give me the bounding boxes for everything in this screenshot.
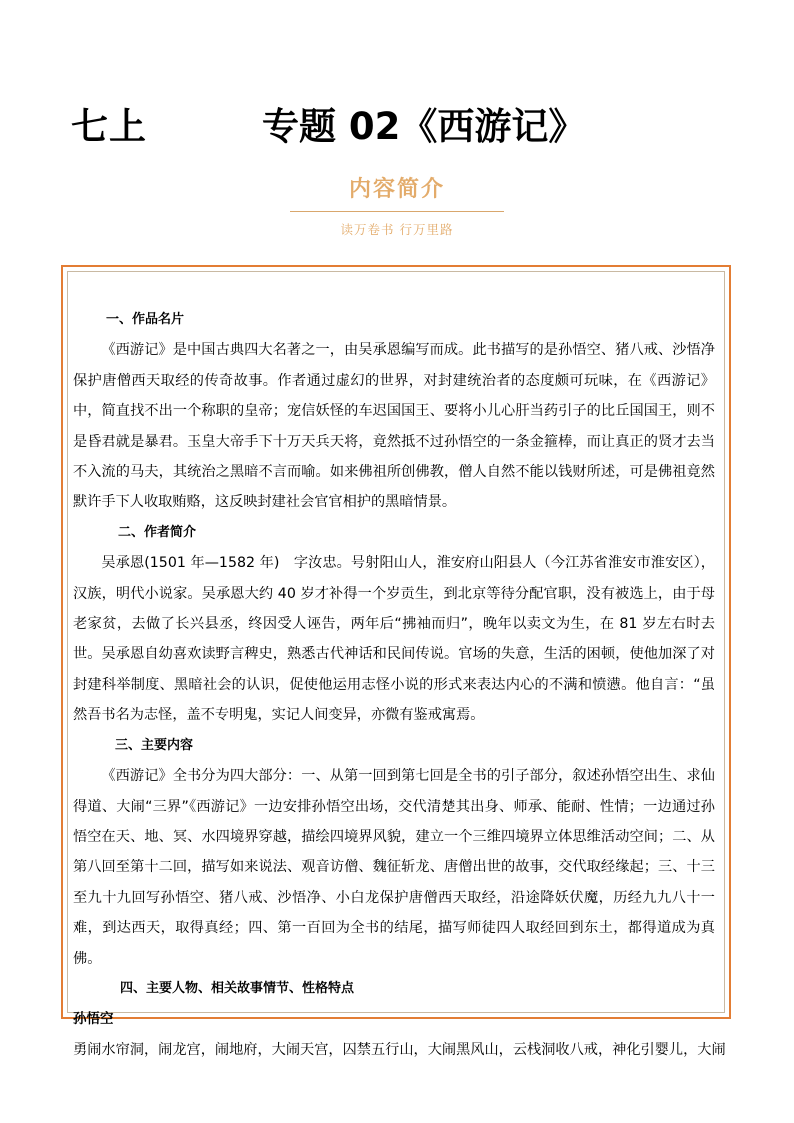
grade-label: 七上 (71, 105, 147, 148)
character-body: 勇闹水帘洞，闹龙宫，闹地府，大闹天宫，囚禁五行山，大闹黑风山，云栈洞收八戒，神化引婴儿，大闹 (73, 1041, 726, 1058)
section-heading: 内容简介 (348, 177, 445, 202)
section-body-content: 《西游记》全书分为四大部分：一、从第一回到第七回是全书的引子部分，叙述孙悟空出生、求仙得道、大闹“三界”《西游记》一边安排孙悟空出场，交代清楚其出身、师承、能耐、性情；一边通过孙悟空在天、地、冥、水四境界穿越，描绘四境界风貌，建立一个三维四境界立体思维活动空间；二、从第八回至第十二回，描写如来说法、观音访僧、魏征斩龙、唐僧出世的故事，交代取经缘起；三、十三至九十九回写孙悟空、猪八戒、沙悟净、小白龙保护唐僧西天取经，沿途降妖伏魔，历经九九八十一难，到达西天，取得真经；四、第一百回为全书的结尾，描写师徒四人取经回到东土，都得道成为真佛。 (73, 768, 715, 967)
section-body-work: 《西游记》是中国古典四大名著之一，由吴承恩编写而成。此书描写的是孙悟空、猪八戒、沙悟净保护唐僧西天取经的传奇故事。作者通过虚幻的世界，对封建统治者的态度颇可玩味，在《西游记》中，简直找不出一个称职的皇帝；宠信妖怪的车迟国国王、要将小儿心肝当药引子的比丘国国王，则不是昏君就是暴君。玉皇大帝手下十万天兵天将，竟然抵不过孙悟空的一条金箍棒，而让真正的贤才去当不入流的马夫，其统治之黑暗不言而喻。如来佛祖所创佛教，僧人自然不能以钱财所述，可是佛祖竟然默许手下人收取贿赂，这反映封建社会官官相护的黑暗情景。 (73, 342, 715, 511)
page-title: 专题 02《西游记》 (262, 105, 586, 148)
heading-divider (290, 211, 504, 212)
section-heading-content: 三、主要内容 (115, 737, 194, 753)
character-name: 孙悟空 (73, 1011, 114, 1028)
content-frame (67, 271, 726, 1058)
section-heading-author: 二、作者简介 (118, 524, 197, 540)
section-heading-work: 一、作品名片 (106, 312, 185, 327)
motto: 读万卷书 行万里路 (340, 222, 454, 237)
section-body-author: 吴承恩(1501 年—1582 年) 字汝忠。号射阳山人，淮安府山阳县人（今江苏省淮安市淮安区），汉族，明代小说家。吴承恩大约 40 岁才补得一个岁贡生，到北京等待分配官职，没有被选上，由于母老家贫，去做了长兴县丞，终因受人诬告，两年后“拂袖而归”，晚年以卖文为生，在 81 岁左右时去世。吴承恩自幼喜欢读野言稗史，熟悉古代神话和民间传说。官场的失意，生活的困顿，使他加深了对封建科举制度、黑暗社会的认识，促使他运用志怪小说的形式来表达内心的不满和愤懑。他自言：“虽然吾书名为志怪，盖不专明鬼，实记人间变异，亦微有鉴戒寓焉。 (73, 555, 715, 724)
section-heading-characters: 四、主要人物、相关故事情节、性格特点 (120, 980, 355, 996)
content-body (73, 305, 726, 1065)
